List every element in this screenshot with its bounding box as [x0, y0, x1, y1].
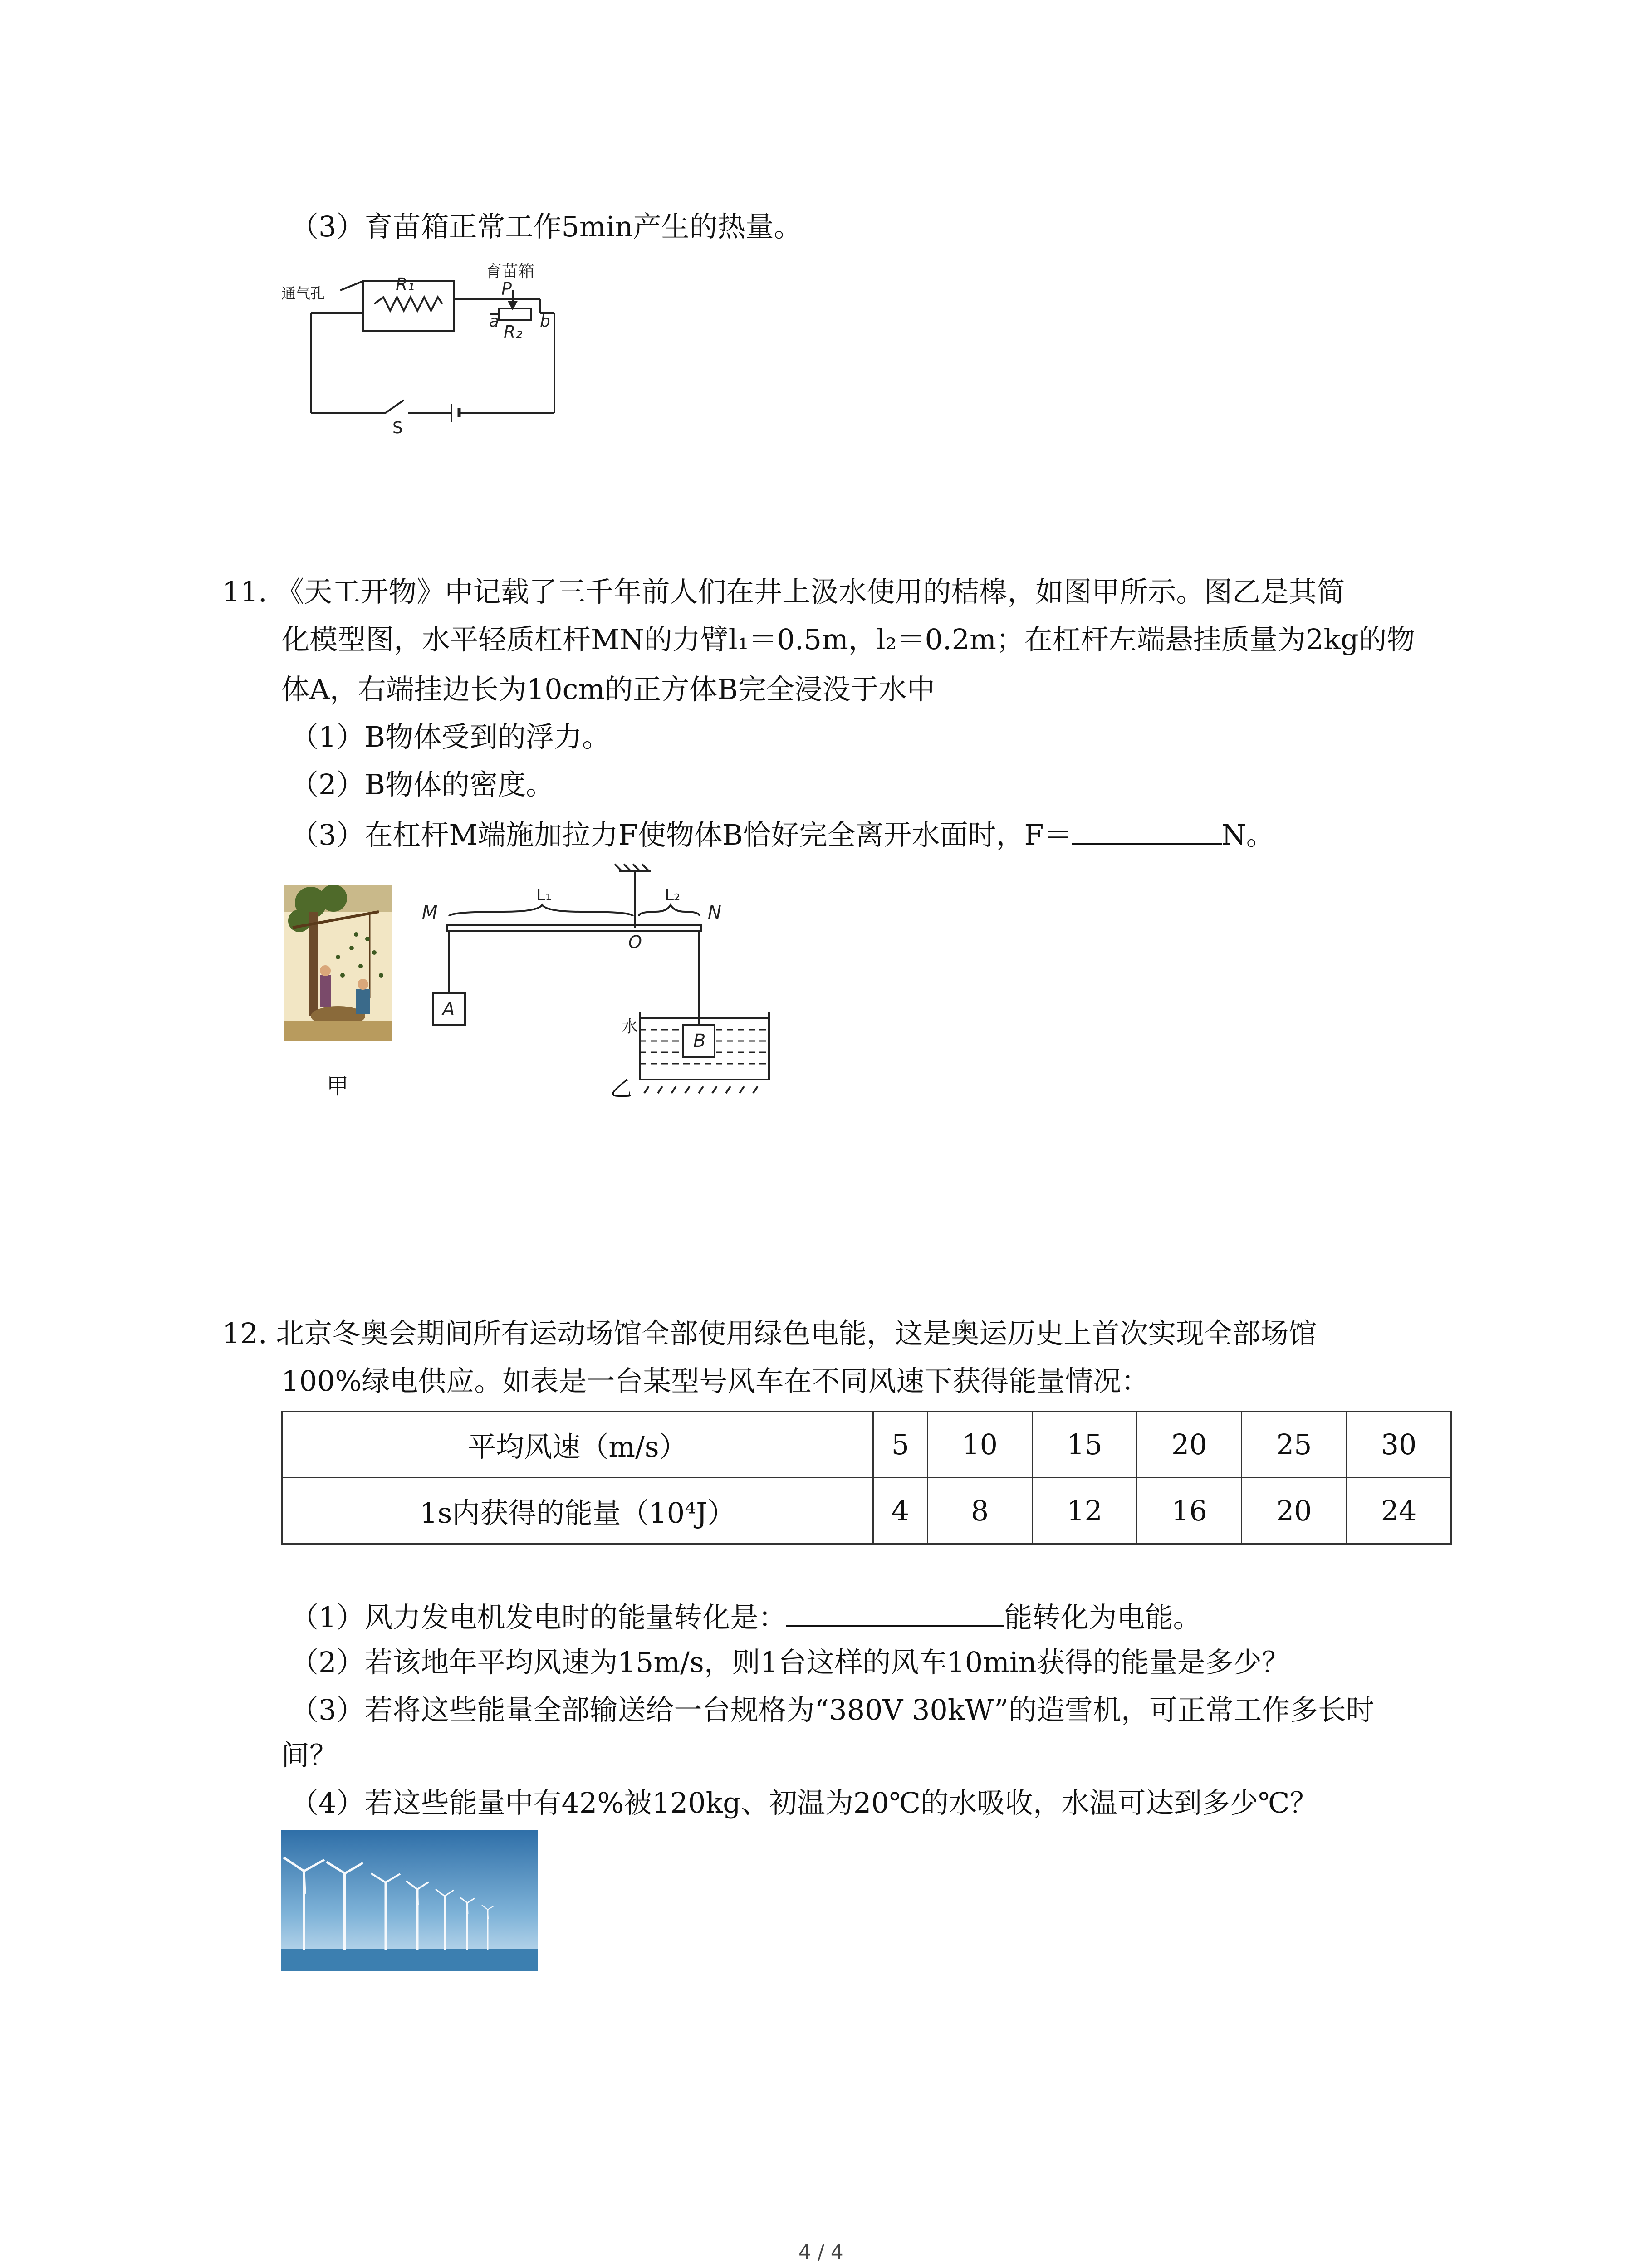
caption-yi: 乙: [610, 1076, 632, 1101]
table-cell: 5: [873, 1412, 928, 1478]
wind-turbine-photo: [281, 1830, 538, 1971]
q11-sub3-text: （3）在杠杆M端施加拉力F使物体B恰好完全离开水面时，F＝: [290, 818, 1072, 851]
table-row-energy: [282, 1478, 1451, 1544]
label-water: 水: [622, 1017, 638, 1036]
label-a: a: [489, 312, 500, 331]
label-L1: L₁: [536, 886, 552, 904]
q11-line2: 化模型图，水平轻质杠杆MN的力臂l₁＝0.5m，l₂＝0.2m；在杠杆左端悬挂质量为2kg的物: [281, 623, 1415, 656]
page-number: 4 / 4: [798, 2241, 843, 2264]
table-cell: 16: [1137, 1478, 1242, 1544]
table-cell: 25: [1242, 1412, 1347, 1478]
label-L2: L₂: [665, 886, 681, 904]
table-header-energy: 1s内获得的能量（10⁴J）: [282, 1478, 873, 1544]
q11-line3: 体A，右端挂边长为10cm的正方体B完全浸没于水中: [281, 673, 935, 706]
answer-blank-energy[interactable]: [786, 1599, 1004, 1627]
table-cell: 4: [873, 1478, 928, 1544]
label-A: A: [442, 999, 455, 1020]
table-cell: 20: [1242, 1478, 1347, 1544]
table-row-speed: [282, 1412, 1451, 1478]
answer-blank-force[interactable]: [1072, 816, 1222, 845]
table-cell: 30: [1347, 1412, 1451, 1478]
wind-energy-table: [281, 1411, 1452, 1545]
label-b: b: [540, 312, 550, 331]
table-cell: 24: [1347, 1478, 1451, 1544]
label-switch: S: [392, 419, 403, 437]
q12-sub3b: 间？: [281, 1739, 338, 1772]
q10-sub3: （3）育苗箱正常工作5min产生的热量。: [290, 210, 802, 243]
table-cell: 8: [927, 1478, 1032, 1544]
q12-sub3a: （3）若将这些能量全部输送给一台规格为“380V 30kW”的造雪机，可正常工作多长时: [290, 1693, 1374, 1726]
q12-sub1: [290, 1599, 1201, 1636]
q11-sub3-unit: N。: [1221, 818, 1274, 851]
label-r2: R₂: [504, 322, 523, 342]
table-cell: 20: [1137, 1412, 1242, 1478]
q11-sub3: [290, 816, 1274, 853]
q11-line1: 11. 《天工开物》中记载了三千年前人们在井上汲水使用的桔槔，如图甲所示。图乙是其简: [222, 575, 1345, 608]
q12-line2: 100%绿电供应。如表是一台某型号风车在不同风速下获得能量情况：: [281, 1364, 1150, 1398]
table-cell: 12: [1032, 1478, 1137, 1544]
label-seedbox: 育苗箱: [485, 262, 535, 281]
well-sweep-illustration: [284, 885, 392, 1041]
q12-sub1-text: （1）风力发电机发电时的能量转化是：: [290, 1601, 787, 1634]
caption-jia: 甲: [327, 1074, 349, 1099]
label-B: B: [693, 1031, 706, 1051]
table-cell: 10: [927, 1412, 1032, 1478]
q11-sub1: （1）B物体受到的浮力。: [290, 720, 611, 753]
table-cell: 15: [1032, 1412, 1137, 1478]
label-M: M: [422, 902, 438, 923]
circuit-diagram: [272, 254, 590, 445]
label-vent: 通气孔: [281, 285, 325, 302]
label-N: N: [708, 902, 721, 923]
table-header-speed: 平均风速（m/s）: [282, 1412, 873, 1478]
lever-model-diagram: [422, 862, 794, 1116]
q12-sub2: （2）若该地年平均风速为15m/s，则1台这样的风车10min获得的能量是多少？: [290, 1646, 1290, 1679]
q11-sub2: （2）B物体的密度。: [290, 768, 554, 801]
q12-sub1-tail: 能转化为电能。: [1004, 1601, 1201, 1634]
q12-sub4: （4）若这些能量中有42%被120kg、初温为20℃的水吸收，水温可达到多少℃？: [290, 1786, 1318, 1819]
label-p: P: [501, 279, 512, 299]
q12-line1: 12. 北京冬奥会期间所有运动场馆全部使用绿色电能，这是奥运历史上首次实现全部场馆: [222, 1317, 1317, 1350]
label-O: O: [628, 932, 642, 952]
label-r1: R₁: [396, 274, 415, 294]
